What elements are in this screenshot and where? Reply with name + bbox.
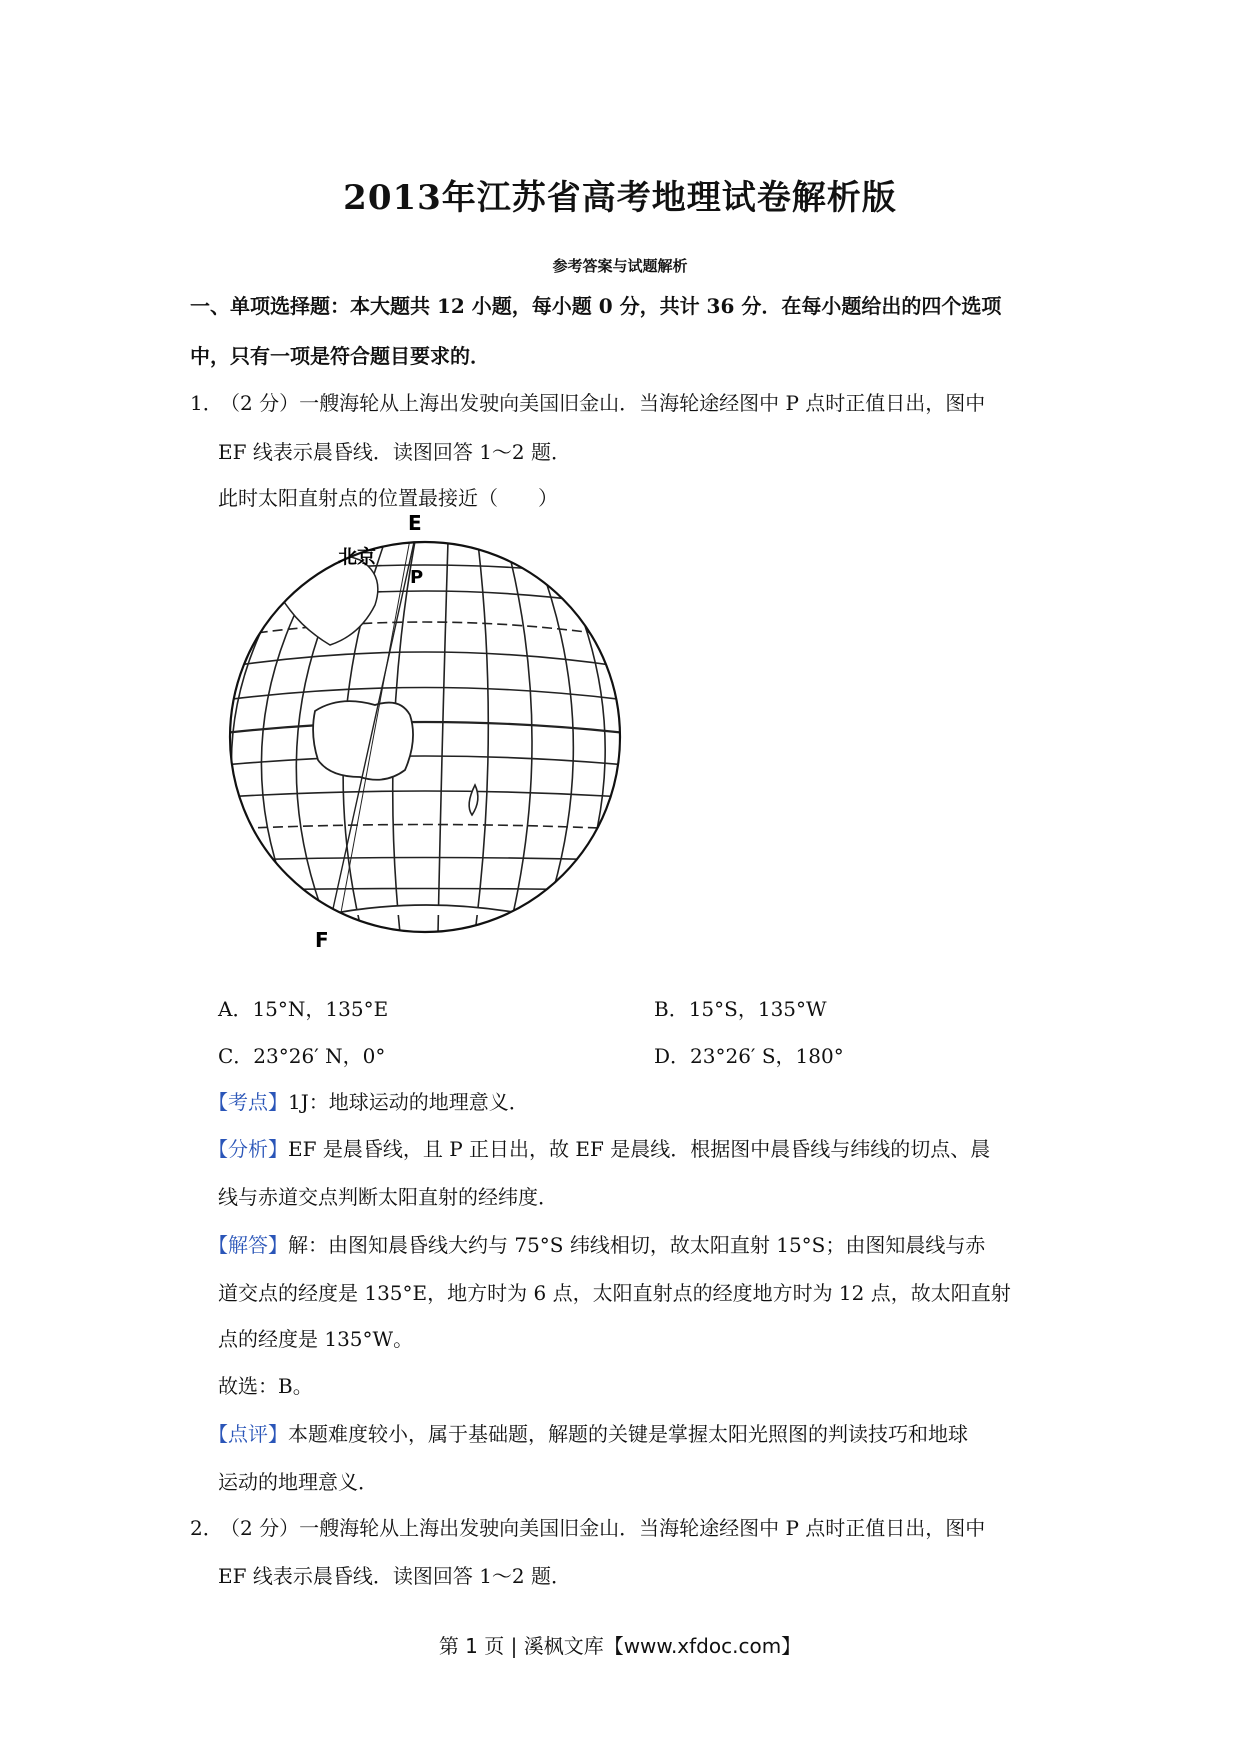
jieda-row xyxy=(208,1229,985,1258)
label-e: E xyxy=(408,515,422,535)
q1-option-b: B．15°S，135°W xyxy=(654,997,827,1021)
jieda-line3: 点的经度是 135°W。 xyxy=(218,1327,414,1351)
jieda-line2: 道交点的经度是 135°E，地方时为 6 点，太阳直射点的经度地方时为 12 点，故太阳直射 xyxy=(218,1281,1011,1305)
kaodian-text: 1J：地球运动的地理意义． xyxy=(288,1090,529,1114)
jieda-line1: 解：由图知晨昏线大约与 75°S 纬线相切，故太阳直射 15°S；由图知晨线与赤 xyxy=(288,1233,986,1257)
q1-line1: （2 分）一艘海轮从上海出发驶向美国旧金山．当海轮途经图中 P 点时正值日出，图中 xyxy=(220,391,986,415)
fenxi-row xyxy=(208,1133,990,1162)
q1-number: 1． xyxy=(190,391,223,415)
label-beijing: 北京 xyxy=(338,546,377,568)
label-f: F xyxy=(315,928,329,952)
answer-line: 故选：B。 xyxy=(218,1374,313,1398)
q1-line2: EF 线表示晨昏线．读图回答 1～2 题． xyxy=(218,440,571,464)
q1-option-a: A．15°N，135°E xyxy=(218,997,389,1021)
section-heading-line1: 一、单项选择题：本大题共 12 小题，每小题 0 分，共计 36 分．在每小题给出的四个选项 xyxy=(190,294,1002,318)
page-title: 2013年江苏省高考地理试卷解析版 xyxy=(343,178,897,218)
fenxi-tag: 【分析】 xyxy=(208,1137,288,1161)
dianping-line2: 运动的地理意义． xyxy=(218,1470,378,1494)
section-heading-line2: 中，只有一项是符合题目要求的． xyxy=(190,344,490,368)
q2-line1: （2 分）一艘海轮从上海出发驶向美国旧金山．当海轮途经图中 P 点时正值日出，图中 xyxy=(220,1516,986,1540)
fenxi-line1: EF 是晨昏线，且 P 正日出，故 EF 是晨线．根据图中晨昏线与纬线的切点、晨 xyxy=(288,1137,991,1161)
q1-stem: 此时太阳直射点的位置最接近（ ） xyxy=(218,486,558,510)
page-subtitle: 参考答案与试题解析 xyxy=(552,257,688,275)
fenxi-line2: 线与赤道交点判断太阳直射的经纬度． xyxy=(218,1185,558,1209)
label-p: P xyxy=(410,567,424,588)
q2-line2: EF 线表示晨昏线．读图回答 1～2 题． xyxy=(218,1564,571,1588)
kaodian-tag: 【考点】 xyxy=(208,1090,288,1114)
jieda-tag: 【解答】 xyxy=(208,1233,288,1257)
globe-figure xyxy=(210,515,650,955)
dianping-tag: 【点评】 xyxy=(208,1422,288,1446)
q1-option-d: D．23°26′ S，180° xyxy=(654,1044,844,1068)
q2-number: 2． xyxy=(190,1516,223,1540)
q1-option-c: C．23°26′ N，0° xyxy=(218,1044,386,1068)
dianping-line1: 本题难度较小，属于基础题，解题的关键是掌握太阳光照图的判读技巧和地球 xyxy=(288,1422,968,1446)
kaodian-row xyxy=(208,1086,529,1115)
dianping-row xyxy=(208,1418,968,1447)
page-footer: 第 1 页 | 溪枫文库【www.xfdoc.com】 xyxy=(438,1634,802,1658)
